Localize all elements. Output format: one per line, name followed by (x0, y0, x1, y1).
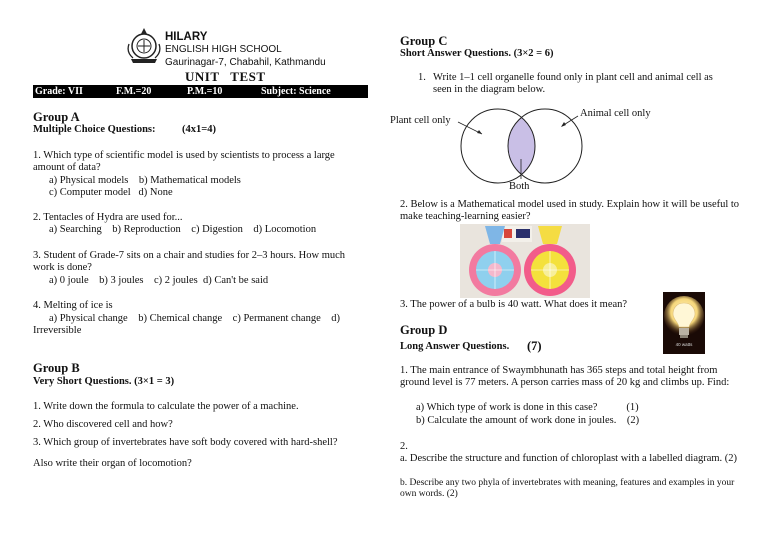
group-a-subtitle: Multiple Choice Questions: (33, 124, 156, 135)
group-d-q1-part-a: a) Which type of work is done in this case? (1) (416, 402, 639, 413)
group-b-subtitle: Very Short Questions. (3×1 = 3) (33, 376, 175, 387)
group-a-q4: 4. Melting of ice is (33, 300, 113, 311)
group-a-q2: 2. Tentacles of Hydra are used for... (33, 212, 183, 223)
full-marks-label: F.M.=20 (116, 86, 152, 97)
group-d-q2-part-a: a. Describe the structure and function of chloroplast with a labelled diagram. (2) (400, 453, 738, 464)
group-b-q1: 1. Write down the formula to calculate the power of a machine. (33, 401, 299, 412)
group-a-q1-options-2: c) Computer model d) None (49, 187, 173, 198)
school-emblem-icon (125, 26, 163, 66)
group-d-title: Group D (400, 323, 448, 337)
group-c-q2: 2. Below is a Mathematical model used in study. Explain how it will be useful to make teaching-learning easier? (400, 199, 740, 222)
group-d-q1-part-b: b) Calculate the amount of work done in joules. (2) (416, 415, 640, 426)
math-model-image (460, 224, 590, 298)
venn-plant-label: Plant cell only (390, 115, 451, 126)
group-a-q2-options: a) Searching b) Reproduction c) Digestion d) Locomotion (49, 224, 317, 235)
school-subtitle: ENGLISH HIGH SCHOOL (165, 44, 282, 55)
group-d-q2-part-b: b. Describe any two phyla of invertebrates with meaning, features and examples in your own words. (2) (400, 478, 735, 499)
grade-label: Grade: VII (35, 86, 83, 97)
group-b-q3-part-b: Also write their organ of locomotion? (33, 458, 192, 469)
pass-marks-label: P.M.=10 (187, 86, 223, 97)
group-b-q3: 3. Which group of invertebrates have soft body covered with hard-shell? (33, 437, 338, 448)
group-a-marks: (4x1=4) (182, 124, 216, 135)
group-a-title: Group A (33, 110, 80, 124)
group-d-q1: 1. The main entrance of Swaymbhunath has 365 steps and total height from ground level is 77 meters. A person carries mass of 20 kg and climbs up. Find: (400, 365, 730, 388)
group-b-q2: 2. Who discovered cell and how? (33, 419, 173, 430)
group-a-q3: 3. Student of Grade-7 sits on a chair and studies for 2–3 hours. How much work is done? (33, 250, 346, 273)
group-b-title: Group B (33, 361, 80, 375)
school-name: HILARY (165, 31, 208, 43)
group-c-subtitle: Short Answer Questions. (3×2 = 6) (400, 48, 554, 59)
subject-label: Subject: Science (261, 86, 331, 97)
venn-both-label: Both (509, 181, 530, 192)
group-d-marks: (7) (527, 339, 542, 353)
group-a-q4-options-1: a) Physical change b) Chemical change c) Permanent change d) (49, 313, 340, 324)
group-a-q1-options-1: a) Physical models b) Mathematical models (49, 175, 241, 186)
group-c-q3: 3. The power of a bulb is 40 watt. What does it mean? (400, 299, 628, 310)
group-d-subtitle: Long Answer Questions. (400, 341, 510, 352)
bulb-image (663, 292, 705, 354)
group-c-q1: Write 1–1 cell organelle found only in plant cell and animal cell as seen in the diagram below. (433, 72, 713, 95)
group-d-q2-number: 2. (400, 441, 408, 452)
group-a-q3-options: a) 0 joule b) 3 joules c) 2 joules d) Can't be said (49, 275, 269, 286)
left-column (33, 0, 368, 543)
group-a-q4-options-2: Irreversible (33, 325, 82, 336)
exam-title: UNIT TEST (185, 69, 266, 84)
group-c-title: Group C (400, 34, 448, 48)
group-c-q1-number: 1. (418, 72, 426, 83)
right-column (390, 0, 745, 543)
venn-animal-label: Animal cell only (580, 108, 651, 119)
group-a-q1: 1. Which type of scientific model is used by scientists to process a large amount of data? (33, 150, 335, 173)
grade-bar (33, 85, 368, 98)
bulb-label: 40 watts (675, 342, 693, 347)
school-address: Gaurinagar-7, Chabahil, Kathmandu (165, 57, 326, 68)
